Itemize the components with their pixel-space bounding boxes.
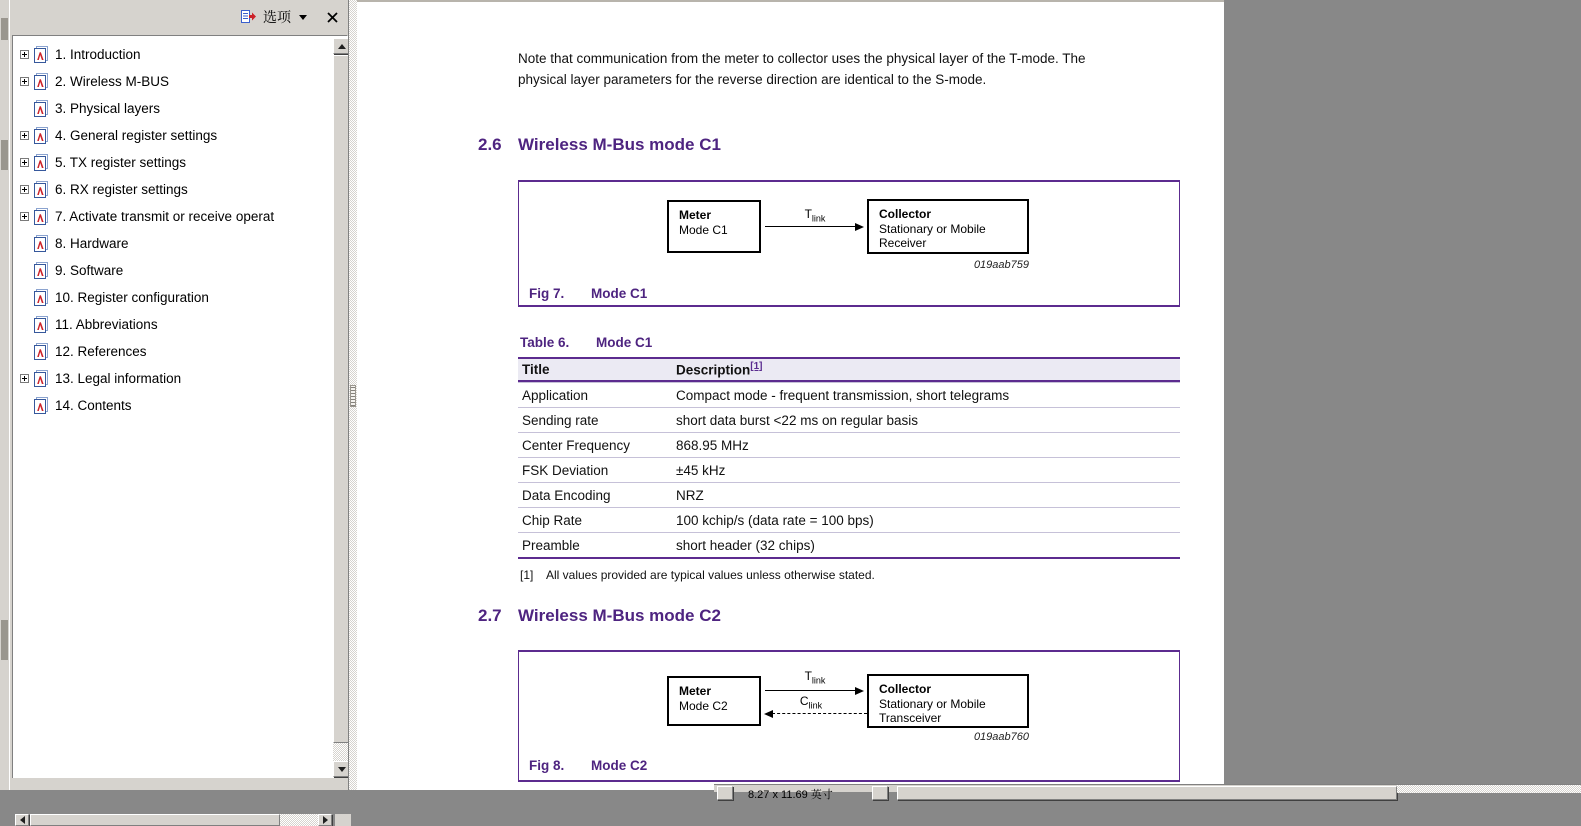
pdf-page-icon <box>32 181 50 199</box>
footnote-marker: [1] <box>520 568 534 582</box>
nav-tab-strip <box>0 0 10 790</box>
arrow-up-icon <box>338 44 346 49</box>
table-cell-description: NRZ <box>676 487 704 503</box>
bookmark-label: 12. References <box>55 344 147 359</box>
section-title: Wireless M-Bus mode C2 <box>518 606 721 625</box>
status-scroll-track[interactable] <box>1397 785 1581 793</box>
table-body <box>518 382 1180 557</box>
bookmark-label: 2. Wireless M-BUS <box>55 74 170 89</box>
pdf-page-icon <box>32 127 50 145</box>
bookmarks-panel-header <box>10 0 348 33</box>
nav-tab-fragment <box>1 140 8 170</box>
table-cell-description: ±45 kHz <box>676 462 726 478</box>
panel-splitter[interactable] <box>348 0 357 790</box>
figure-caption-title: Mode C2 <box>591 758 648 773</box>
status-bar <box>714 784 1581 801</box>
bookmark-item-1[interactable] <box>13 41 329 68</box>
table-cell-title: Sending rate <box>522 412 599 428</box>
pdf-page-icon <box>32 262 50 280</box>
section-number: 2.7 <box>478 606 502 625</box>
scroll-right-button[interactable] <box>318 814 332 826</box>
meter-box <box>667 676 761 726</box>
tlink-label: $T_{link}$ <box>804 669 826 686</box>
bookmark-item-5[interactable] <box>13 149 329 176</box>
expand-plus-icon[interactable] <box>20 50 29 59</box>
meter-subtitle: Mode C2 <box>679 698 728 713</box>
table-cell-title: FSK Deviation <box>522 462 609 478</box>
figure-caption-label: Fig 7. <box>529 286 565 301</box>
collector-line2: Stationary or Mobile <box>879 221 986 236</box>
bookmark-label: 13. Legal information <box>55 371 182 386</box>
bookmark-label: 4. General register settings <box>55 128 218 143</box>
collector-line3: Transceiver <box>879 711 942 725</box>
horizontal-scroll-track[interactable] <box>280 814 318 826</box>
pdf-page-icon <box>32 235 50 253</box>
status-next-button[interactable] <box>872 786 888 800</box>
footnote-text: All values provided are typical values unless otherwise stated. <box>546 568 875 582</box>
meter-title: Meter <box>679 684 712 698</box>
pdf-page-icon <box>32 100 50 118</box>
arrow-left-icon <box>20 816 25 824</box>
bookmarks-list <box>13 41 329 419</box>
pdf-page-icon <box>32 316 50 334</box>
figure-image-id: 019aab759 <box>973 259 1029 271</box>
table-6 <box>518 357 1180 559</box>
expand-plus-icon[interactable] <box>20 158 29 167</box>
bookmark-label: 11. Abbreviations <box>55 317 158 332</box>
collector-line2: Stationary or Mobile <box>879 696 986 711</box>
bookmarks-horizontal-scrollbar[interactable] <box>15 814 351 826</box>
pdf-page-icon <box>32 154 50 172</box>
status-scroll-thumb[interactable] <box>897 786 1397 800</box>
pdf-page-icon <box>32 208 50 226</box>
pdf-page-icon <box>32 289 50 307</box>
horizontal-scroll-thumb[interactable] <box>30 814 280 826</box>
figure-8-frame <box>518 650 1180 782</box>
bookmark-label: 6. RX register settings <box>55 182 188 197</box>
bookmark-item-7[interactable] <box>13 203 329 230</box>
expand-plus-icon[interactable] <box>20 212 29 221</box>
arrow-down-icon <box>338 767 346 772</box>
figure-8-caption <box>529 758 647 773</box>
section-title: Wireless M-Bus mode C1 <box>518 135 721 154</box>
collector-title: Collector <box>879 207 932 221</box>
table-cell-title: Data Encoding <box>522 487 611 503</box>
table-cell-title: Chip Rate <box>522 512 583 528</box>
table-cell-description: Compact mode - frequent transmission, short telegrams <box>676 387 1010 403</box>
bookmark-label: 3. Physical layers <box>55 101 161 116</box>
close-icon <box>327 12 338 23</box>
nav-tab-fragment <box>1 18 8 40</box>
figure-caption-title: Mode C1 <box>591 286 648 301</box>
table-cell-description: 100 kchip/s (data rate = 100 bps) <box>676 512 874 528</box>
bookmark-item-12[interactable] <box>13 338 329 365</box>
options-panel-icon <box>239 9 257 26</box>
table-row <box>518 507 1180 532</box>
expand-plus-icon[interactable] <box>20 131 29 140</box>
bookmark-item-13[interactable] <box>13 365 329 392</box>
bookmark-label: 7. Activate transmit or receive operat <box>55 209 275 224</box>
table-caption-label: Table 6. <box>520 335 570 350</box>
meter-subtitle: Mode C1 <box>679 222 728 237</box>
bookmark-item-9[interactable] <box>13 257 329 284</box>
bookmark-label: 1. Introduction <box>55 47 141 62</box>
table-footnote <box>520 568 875 582</box>
expand-plus-icon[interactable] <box>20 185 29 194</box>
clink-label: $C_{link}$ <box>799 694 823 711</box>
table-6-caption <box>520 335 652 350</box>
tlink-arrow <box>765 690 855 691</box>
close-panel-button[interactable] <box>322 7 342 27</box>
bookmark-item-14[interactable] <box>13 392 329 419</box>
bookmark-item-6[interactable] <box>13 176 329 203</box>
clink-dashed-arrow <box>772 713 867 714</box>
figure-image-id: 019aab760 <box>973 731 1029 743</box>
table-row <box>518 457 1180 482</box>
pdf-page-icon <box>32 397 50 415</box>
table-row <box>518 532 1180 557</box>
arrowhead-left-icon <box>764 710 773 718</box>
options-label: 选项 <box>263 9 291 25</box>
table-row <box>518 407 1180 432</box>
pdf-page-icon <box>32 370 50 388</box>
table-caption-title: Mode C1 <box>596 335 653 350</box>
section-heading-2-6 <box>478 135 721 155</box>
expand-plus-icon[interactable] <box>20 77 29 86</box>
bookmarks-list-container <box>12 35 348 778</box>
bookmark-label: 14. Contents <box>55 398 132 413</box>
table-header-title: Title <box>522 362 550 377</box>
table-cell-description: short header (32 chips) <box>676 537 815 553</box>
figure-7-caption <box>529 286 647 301</box>
table-cell-title: Preamble <box>522 537 580 553</box>
bookmark-label: 5. TX register settings <box>55 155 187 170</box>
options-button[interactable] <box>235 5 311 29</box>
figure-caption-label: Fig 8. <box>529 758 565 773</box>
bookmark-item-3[interactable] <box>13 95 329 122</box>
table-cell-description: 868.95 MHz <box>676 437 749 453</box>
arrowhead-right-icon <box>855 687 864 695</box>
table-header-description: Description[1] <box>676 361 763 378</box>
page-size-label: 8.27 x 11.69 英寸 <box>748 789 833 801</box>
bookmark-item-11[interactable] <box>13 311 329 338</box>
meter-box <box>667 200 761 253</box>
bookmark-item-4[interactable] <box>13 122 329 149</box>
figure-7-frame <box>518 180 1180 307</box>
table-cell-description: short data burst <22 ms on regular basis <box>676 412 919 428</box>
bookmark-item-10[interactable] <box>13 284 329 311</box>
splitter-drag-handle[interactable] <box>350 385 356 407</box>
bookmark-label: 8. Hardware <box>55 236 129 251</box>
bookmarks-panel <box>10 0 348 790</box>
arrowhead-right-icon <box>855 223 864 231</box>
bookmark-label: 9. Software <box>55 263 124 278</box>
document-page <box>357 0 1224 801</box>
bookmark-item-8[interactable] <box>13 230 329 257</box>
scroll-left-button[interactable] <box>15 814 29 826</box>
pdf-page-icon <box>32 73 50 91</box>
bookmark-item-2[interactable] <box>13 68 329 95</box>
table-row <box>518 432 1180 457</box>
collector-line3: Receiver <box>879 236 927 250</box>
collector-title: Collector <box>879 682 932 696</box>
table-cell-title: Center Frequency <box>522 437 631 453</box>
pdf-page-icon <box>32 46 50 64</box>
section-number: 2.6 <box>478 135 502 154</box>
status-prev-button[interactable] <box>717 786 733 800</box>
tlink-arrow <box>765 226 855 227</box>
body-paragraph: Note that communication from the meter to collector uses the physical layer of the T-mode. The physical layer parameters for the reverse direction are identical to the S-mode. <box>518 51 1086 87</box>
collector-box <box>867 199 1029 254</box>
expand-plus-icon[interactable] <box>20 374 29 383</box>
table-row <box>518 482 1180 507</box>
collector-box <box>867 674 1029 728</box>
table-row <box>518 382 1180 407</box>
meter-title: Meter <box>679 208 712 222</box>
footnote-link[interactable]: [1] <box>750 361 763 373</box>
table-cell-title: Application <box>522 387 589 403</box>
scrollbar-corner <box>335 814 351 826</box>
tlink-label: $T_{link}$ <box>804 207 826 224</box>
section-heading-2-7 <box>478 606 721 626</box>
nav-tab-fragment <box>1 620 8 660</box>
pdf-page-icon <box>32 343 50 361</box>
bookmark-label: 10. Register configuration <box>55 290 209 305</box>
chevron-down-icon <box>299 15 307 20</box>
arrow-right-icon <box>323 816 328 824</box>
table-header-row <box>518 359 1180 382</box>
